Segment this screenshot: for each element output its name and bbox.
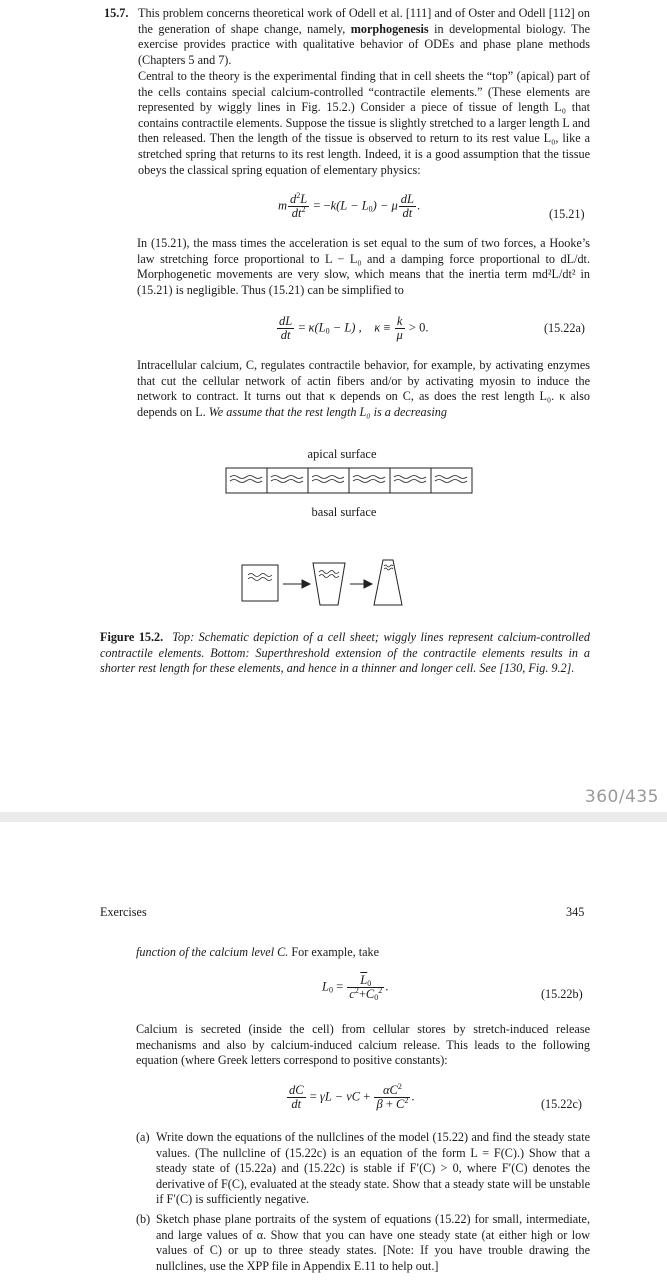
calcium-secretion-paragraph: Calcium is secreted (inside the cell) from cellular stores by stretch-induced release mechanisms and also by calcium-induced calcium release. This leads to the following equation (where Greek letters correspond to positive constants): bbox=[136, 1022, 590, 1068]
theory-paragraph: Central to the theory is the experimental finding that in cell sheets the “top” (apical) part of the cells contains special calcium-controlled “contractile elements.” (These elements are represented by wiggly lines in Fig. 15.2.) Consider a piece of tissue of length L₀ that contains contractile elements. Suppose the tissue is slightly stretched to a larger length L and then released. Then the length of the tissue is observed to return to its rest value L₀, like a stretched spring that returns to its rest length. Indeed, it is a good assumption that the tissue obeys the classical spring equation of elementary physics: bbox=[138, 69, 590, 177]
cell-sheet bbox=[226, 468, 472, 493]
equation-15-22a: $\frac{dL}{dt}$ = $\kappa(L_0 - L)$ , κ ≡ $\frac{k}{\mu}$ > 0. bbox=[279, 314, 429, 342]
equation-15-21: m $\frac{d^2L}{dt^2}$ = $-k(L - L_0) - \mu$ $\frac{dL}{dt}$ . bbox=[278, 191, 421, 220]
spring-paragraph: In (15.21), the mass times the acceleration is set equal to the sum of two forces, a Hooke’s law stretching force proportional to L − L₀ and a damping force proportional to dL/dt. Morphogenetic movements are very slow, which means that the inertia term md²L/dt² in (15.21) is negligible. Thus (15.21) can be simplified to bbox=[137, 236, 590, 297]
calcium-paragraph bbox=[137, 358, 590, 420]
exercise-item-b bbox=[136, 1212, 590, 1274]
intro-bold-term: morphogenesis bbox=[350, 21, 429, 36]
cell-stage-2 bbox=[313, 563, 345, 605]
page-separator bbox=[0, 812, 667, 822]
problem-number: 15.7. bbox=[104, 6, 129, 20]
equation-15-22c-number: (15.22c) bbox=[541, 1097, 582, 1111]
item-label: (a) bbox=[136, 1130, 150, 1144]
item-label: (b) bbox=[136, 1211, 151, 1226]
intro-text-b: in developmental biology. The exercise provides practice with qualitative behavior of ODEs and phase plane methods (Chapters 5 and 7). bbox=[138, 21, 590, 67]
caption-text-1: Schematic depiction of a cell sheet; wiggly lines represent calcium-controlled contractile elements. bbox=[100, 630, 590, 660]
exercise-items bbox=[136, 1130, 590, 1278]
exercise-item-a bbox=[136, 1130, 590, 1208]
figure-label-apical: apical surface bbox=[307, 447, 377, 461]
caption-top-label: Top: bbox=[172, 630, 195, 644]
intro-text-a: This problem concerns theoretical work of Odell et al. [111] and of Oster and Odell [112] on the generation of shape change, namely, bbox=[138, 6, 590, 36]
equation-15-22c: $\frac{dC}{dt}$ = γL − νC + $\frac{\alpha C^2}{\beta + C^2}$ . bbox=[289, 1082, 415, 1111]
equation-15-22a-number: (15.22a) bbox=[544, 321, 585, 335]
eq4-frac-dc: $\frac{dC}{dt}$ bbox=[289, 1083, 304, 1111]
eq4-frac-alpha: $\frac{\alpha C^2}{\beta + C^2}$ bbox=[376, 1082, 409, 1111]
calcium-italic-assumption: We assume that the rest length L₀ is a decreasing bbox=[208, 404, 447, 419]
figure-label-basal: basal surface bbox=[311, 505, 377, 519]
caption-bottom-label: Bottom: bbox=[210, 645, 250, 660]
cell-shape-sequence bbox=[242, 560, 402, 605]
caption-text-2: Superthreshold extension of the contractile elements results in a shorter rest length for these elements, and hence in a thinner and longer cell. See [130, Fig. 9.2]. bbox=[100, 645, 590, 676]
page-number: 345 bbox=[566, 905, 585, 919]
caption-label: Figure 15.2. bbox=[100, 630, 164, 644]
calcium-text: Intracellular calcium, C, regulates contractile behavior, for example, by activating enzymes that cut the cellular network of actin fibers and/or by activating myosin to induce the network to contract. It turns out that κ depends on C, as does the rest length L₀. κ also depends on L. bbox=[137, 358, 590, 419]
running-title: Exercises bbox=[100, 905, 147, 919]
eq1-frac-d2l: $\frac{d^2L}{dt^2}$ bbox=[290, 191, 308, 220]
cell-stage-3 bbox=[374, 560, 402, 605]
figure-15-2 bbox=[0, 440, 667, 640]
figure-caption bbox=[100, 630, 590, 677]
item-text: Sketch phase plane portraits of the system of equations (15.22) for small, intermediate, and large values of α. Show that you can have one steady state (at either high or low values of C) or up to three steady states. [Note: If you have trouble drawing the nullclines, use the XPP file in Appendix E.11 to help out.] bbox=[156, 1211, 590, 1273]
cell-stage-1 bbox=[242, 565, 278, 601]
equation-15-22b-number: (15.22b) bbox=[541, 987, 583, 1001]
eq1-frac-dl: $\frac{dL}{dt}$ bbox=[400, 192, 414, 220]
rest-length-paragraph bbox=[136, 945, 590, 961]
equation-15-21-number: (15.21) bbox=[549, 207, 585, 221]
eq2-frac-dl: $\frac{dL}{dt}$ bbox=[279, 314, 293, 342]
rest-length-text: For example, take bbox=[288, 945, 380, 959]
arrow-1 bbox=[283, 580, 310, 588]
page-counter: 360/435 bbox=[584, 787, 659, 807]
arrow-2 bbox=[350, 580, 372, 588]
problem-intro bbox=[138, 6, 590, 68]
rest-length-italic: function of the calcium level C. bbox=[136, 945, 289, 959]
item-text: Write down the equations of the nullclines of the model (15.22) and find the steady state values. (The nullcline of (15.22c) is an equation of the form L = F(C).) Show that a steady state of (15.22a) and (15.22c) is stable if F′(C) > 0, where F′(C) denotes the derivative of F(C), evaluated at the steady state. Show that a steady state will be unstable if F′(C) is sufficiently negative. bbox=[156, 1130, 590, 1207]
eq3-frac: $\frac{\overline{L}_0}{c^2+C_0^2}$ bbox=[349, 973, 383, 1002]
eq2-frac-k-mu: $\frac{k}{\mu}$ bbox=[396, 314, 403, 342]
equation-15-22b: $L_0$ = $\frac{\overline{L}_0}{c^2+C_0^2}$ . bbox=[322, 973, 389, 1002]
